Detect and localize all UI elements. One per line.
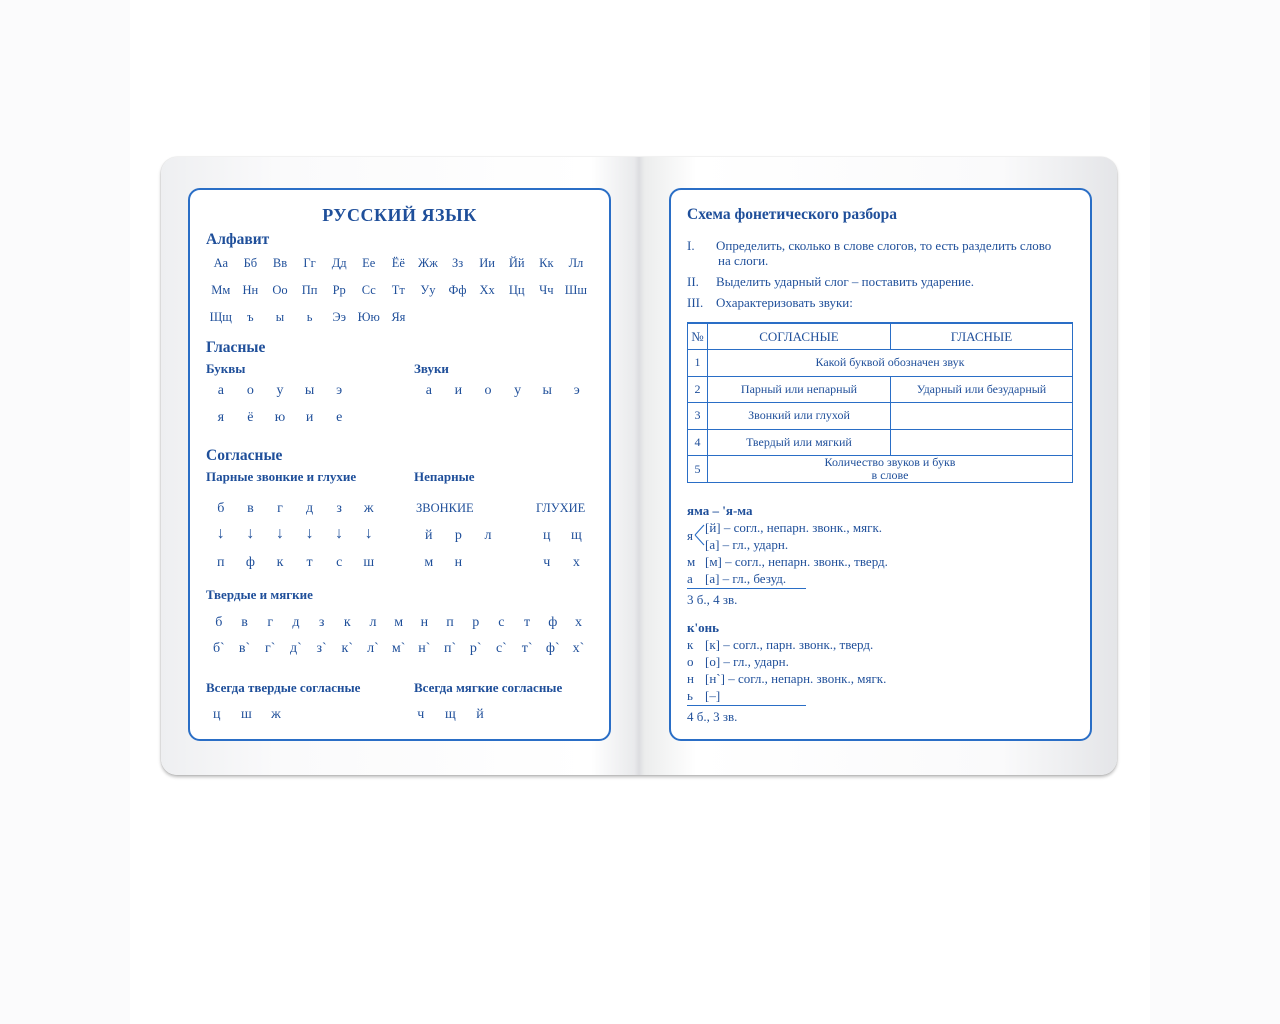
vowel-letter: ё [247,410,254,425]
consonant-letter: г [267,615,274,630]
consonant-letter: ф [245,555,255,570]
sound-description: [а] – гл., безуд. [705,571,787,586]
vowel-letter: ю [274,410,286,425]
vowel-sounds-row [414,383,592,399]
vowel-letter: э [336,383,343,398]
consonant-letter: п [446,615,454,630]
alphabet-letter: Чч [539,283,554,297]
consonant-letter: х [574,615,582,630]
sound-description: [н`] – согл., непарн. звонк., мягк. [705,671,887,686]
consonant-letter: н` [418,641,431,656]
vowel-sound: и [454,383,463,398]
summary-divider [687,705,806,706]
table-cell: Твердый или мягкий [708,429,891,456]
consonant-letter: л [369,615,377,630]
phonetic-scheme-title: Схема фонетического разбора [687,206,898,223]
unpaired-voiceless-row-2 [532,555,591,571]
always-hard-row [202,707,291,723]
consonant-letter: т` [521,641,533,656]
vowel-letter: о [246,383,254,398]
table-cell [891,429,1073,456]
consonant-letter: х [572,555,580,570]
vowel-letter: я [217,410,225,425]
soft-consonants-row [206,641,591,657]
example-summary: 3 б., 4 зв. [687,592,738,607]
table-row [688,350,1073,377]
consonant-letter: в [247,501,254,516]
paired-voiced-row [206,501,384,517]
alphabet-letter: Уу [420,283,436,297]
consonant-letter: х` [572,641,585,656]
row-number: 2 [688,376,708,403]
consonant-letter: ш [241,707,252,722]
letters-heading: Буквы [206,361,246,376]
alphabet-letter: Зз [451,256,464,270]
hard-soft-heading: Твердые и мягкие [206,587,313,602]
column-header: № [688,323,708,350]
consonant-letter: ж [363,501,374,516]
alphabet-letter: Гг [303,256,316,270]
alphabet-letter: Цц [508,283,525,297]
alphabet-letter: ь [306,310,313,324]
consonant-letter: д [306,501,314,516]
vowel-letters-row-2 [206,410,354,426]
voiced-label: ЗВОНКИЕ [416,501,474,515]
consonant-letter: т [524,615,531,630]
alphabet-letter: Яя [391,310,406,324]
consonant-letter: й [476,707,484,722]
alphabet-letter: Нн [242,283,259,297]
step-number: I. [687,238,695,253]
vowel-sound: о [484,383,492,398]
consonant-letter: в [241,615,248,630]
consonant-letter: б [217,501,225,516]
table-cell: Какой буквой обозначен звук [708,350,1073,377]
alphabet-letter: Ии [479,256,495,270]
down-arrow-icon: ↓ [275,525,284,542]
row-number: 4 [688,429,708,456]
consonant-letter: з` [316,641,327,656]
consonant-letter: п [217,555,225,570]
down-arrow-icon: ↓ [335,525,344,542]
table-cell: Парный или непарный [708,376,891,403]
alphabet-letter: Оо [272,283,288,297]
step-number: III. [687,295,704,310]
consonant-letter: ж [271,707,281,722]
table-row [688,376,1073,403]
table-cell-line: в слове [871,468,909,482]
consonant-letter: ц [213,707,221,722]
alphabet-letter: Бб [243,256,258,270]
always-hard-heading: Всегда твердые согласные [206,680,361,695]
consonant-letter: л` [367,641,379,656]
alphabet-letter: Тт [391,283,405,297]
alphabet-letter: Ёё [391,256,405,270]
always-soft-row [406,707,495,723]
vowel-letter: у [276,383,284,398]
down-arrow-icon: ↓ [364,525,373,542]
always-soft-heading: Всегда мягкие согласные [414,680,563,695]
row-number: 1 [688,350,708,377]
consonant-letter: г` [265,641,276,656]
background-left-margin [0,0,130,1024]
example-letter: о [687,654,694,669]
example-letter: н [687,671,694,686]
unpaired-voiceless-row-1 [532,528,591,544]
consonant-letter: з [318,615,325,630]
consonant-letter: с [498,615,505,630]
table-cell [708,456,1073,483]
page-title: РУССКИЙ ЯЗЫК [322,205,477,225]
consonant-letter: з [336,501,342,516]
consonant-letter: с` [495,641,507,656]
consonant-letter: ц [543,528,551,543]
consonant-letter: м` [391,641,406,656]
sounds-heading: Звуки [414,361,449,376]
consonant-letter: ф` [545,641,560,656]
alphabet-letter: Жж [418,256,438,270]
alphabet-letter: Аа [213,256,228,270]
sound-description: [к] – согл., парн. звонк., тверд. [705,637,874,652]
consonant-letter: д [292,615,300,630]
vowel-sound: ы [542,383,552,398]
consonant-letter: в` [238,641,251,656]
unpaired-voiced-row-1 [414,528,503,544]
step-text: Определить, сколько в слове слогов, то есть разделить слово [716,238,1052,253]
example-word-title: яма – 'я-ма [687,503,753,518]
consonant-letter: щ [571,528,582,543]
consonant-letter: ч [417,707,425,722]
consonant-letter: р` [469,641,482,656]
vowel-sound: а [425,383,432,398]
example-letter: м [687,554,696,569]
alphabet-letter: Фф [448,283,467,297]
summary-divider [687,588,806,589]
sound-description: [о] – гл., ударн. [705,654,789,669]
table-cell-line: Количество звуков и букв [824,455,956,469]
example-word-title: к'онь [687,620,719,635]
alphabet-row-2 [206,283,591,298]
voiceless-label: ГЛУХИЕ [536,501,586,515]
unpaired-heading: Непарные [414,469,475,484]
step-text: Выделить ударный слог – поставить ударение. [716,274,975,289]
consonant-letter: й [425,528,433,543]
example-summary: 4 б., 3 зв. [687,709,738,724]
consonant-letter: к [276,555,284,570]
vowel-letter: и [305,410,314,425]
consonant-letter: р [454,528,462,543]
vowels-heading: Гласные [206,339,266,356]
pair-arrows-row [206,525,384,543]
alphabet-letter: Кк [539,256,554,270]
background-right-margin [1150,0,1280,1024]
alphabet-letter: Мм [211,283,231,297]
paired-heading: Парные звонкие и глухие [206,469,357,484]
vowel-sound: у [514,383,522,398]
example-letter: а [687,571,693,586]
step-number: II. [687,274,699,289]
alphabet-letter: Ээ [332,310,346,324]
step-text: Охарактеризовать звуки: [716,295,853,310]
alphabet-letter: Сс [361,283,376,297]
table-row [688,403,1073,430]
example-letter: я [687,528,693,543]
column-header: СОГЛАСНЫЕ [708,323,891,350]
alphabet-letter: Хх [479,283,495,297]
consonant-letter: ч [543,555,551,570]
unpaired-voiced-row-2 [414,555,473,571]
consonant-letter: н [454,555,463,570]
alphabet-row-1 [206,256,591,271]
vowel-letter: а [217,383,224,398]
alphabet-letter: Шш [564,283,588,297]
alphabet-letter: Йй [508,256,525,270]
consonant-letter: ф [548,615,558,630]
phonetic-table [687,322,1073,483]
consonant-letter: м [394,615,404,630]
vowel-letter: е [336,410,343,425]
down-arrow-icon: ↓ [305,525,314,542]
consonants-heading: Согласные [206,447,283,464]
consonant-letter: ш [363,555,375,570]
consonant-letter: т [306,555,313,570]
table-cell: Звонкий или глухой [708,403,891,430]
alphabet-letter: Лл [568,256,584,270]
consonant-letter: б [215,615,223,630]
row-number: 5 [688,456,708,483]
vowel-letters-row-1 [206,383,354,399]
consonant-letter: к` [341,641,354,656]
consonant-letter: щ [445,707,456,722]
hard-consonants-row [206,615,591,631]
row-number: 3 [688,403,708,430]
table-row [688,429,1073,456]
alphabet-letter: Ее [362,256,376,270]
alphabet-letter: Вв [272,256,288,270]
table-cell: Ударный или безударный [891,376,1073,403]
alphabet-letter: Щщ [209,310,232,324]
consonant-letter: н [420,615,429,630]
consonant-letter: г [277,501,283,516]
vowel-sound: э [573,383,580,398]
consonant-letter: к [343,615,351,630]
consonant-letter: р [472,615,480,630]
example-letter: ь [687,688,693,703]
example-letter: к [687,637,694,652]
alphabet-letter: Пп [301,283,318,297]
consonant-letter: б` [212,641,225,656]
consonant-letter: д` [290,641,302,656]
sound-description: [й] – согл., непарн. звонк., мягк. [705,520,883,535]
table-row [688,456,1073,483]
vowel-letter: ы [304,383,315,398]
table-header-row [688,323,1073,350]
alphabet-letter: Юю [357,310,380,324]
paired-voiceless-row [206,555,384,571]
sound-description: [–] [705,688,721,703]
consonant-letter: л [484,528,492,543]
alphabet-letter: Дд [331,256,347,270]
alphabet-letter: ъ [247,310,254,324]
sound-description: [м] – согл., непарн. звонк., тверд. [705,554,888,569]
sound-description: [а] – гл., ударн. [705,537,789,552]
alphabet-row-3 [206,310,413,325]
down-arrow-icon: ↓ [216,525,225,542]
table-cell [891,403,1073,430]
alphabet-letter: ы [275,310,285,324]
down-arrow-icon: ↓ [246,525,255,542]
alphabet-letter: Рр [332,283,346,297]
alphabet-heading: Алфавит [206,231,270,248]
consonant-letter: с [336,555,343,570]
step-text-continued: на слоги. [718,253,769,268]
consonant-letter: п` [443,641,457,656]
consonant-letter: м [424,555,434,570]
column-header: ГЛАСНЫЕ [891,323,1073,350]
